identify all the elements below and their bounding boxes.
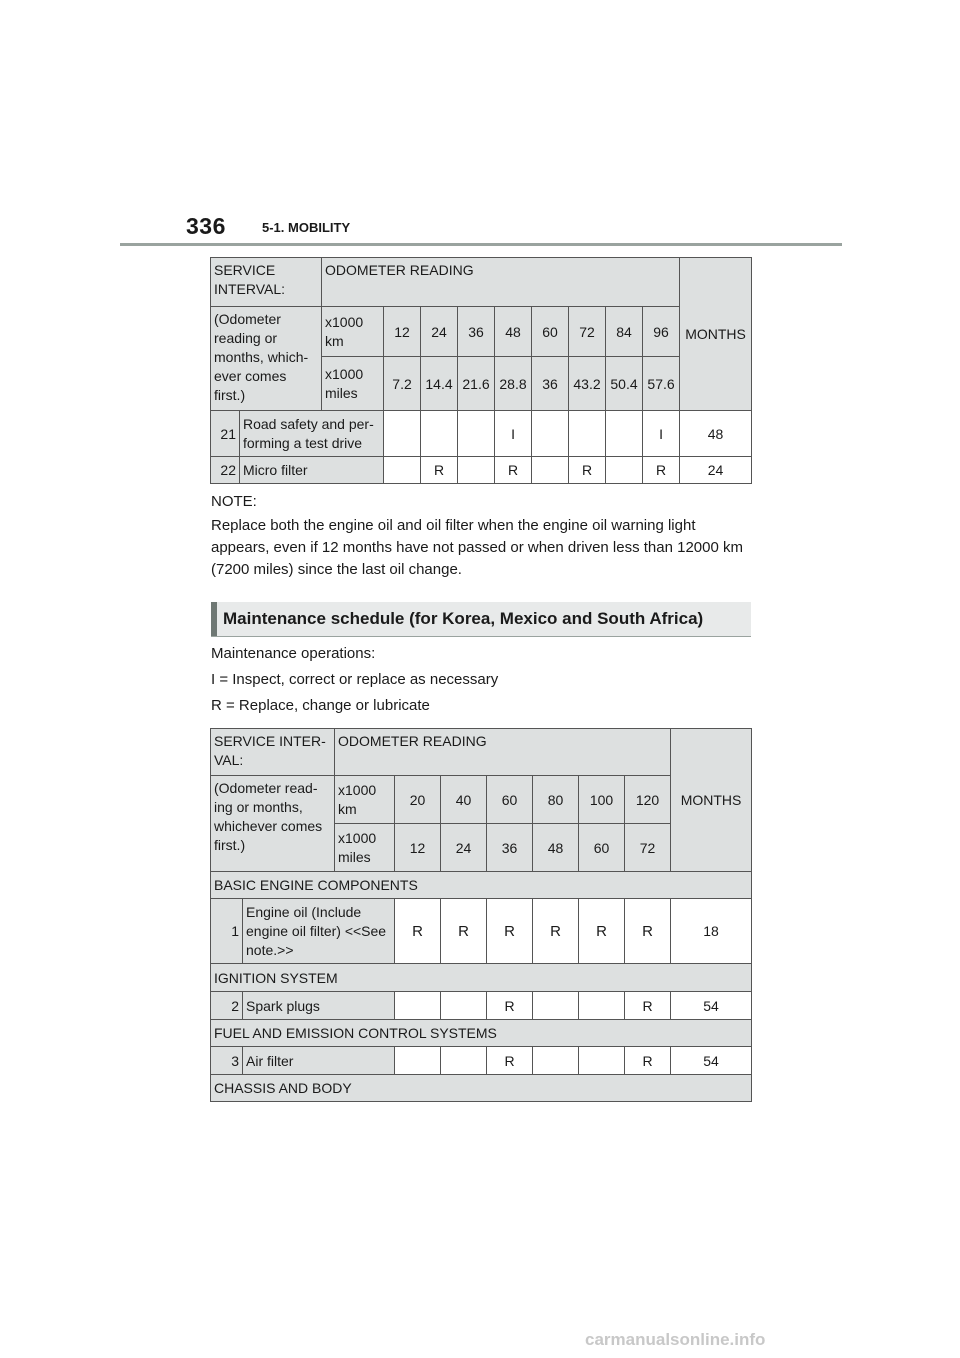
months-value: 48 [680, 411, 752, 457]
schedule-cell [458, 457, 495, 484]
miles-value: 21.6 [458, 357, 495, 411]
schedule-cell: R [421, 457, 458, 484]
schedule-cell: I [643, 411, 680, 457]
section-row-fuel-emission: FUEL AND EMISSION CONTROL SYSTEMS [211, 1020, 752, 1047]
schedule-cell [532, 411, 569, 457]
schedule-cell [579, 992, 625, 1020]
schedule-cell [395, 1047, 441, 1075]
schedule-cell: R [569, 457, 606, 484]
schedule-cell [606, 411, 643, 457]
schedule-cell: R [487, 1047, 533, 1075]
item-number: 21 [211, 411, 240, 457]
interval-condition: (Odometer reading or months, which-ever comes first.) [211, 307, 322, 411]
schedule-cell: R [487, 992, 533, 1020]
km-value: 24 [421, 307, 458, 357]
schedule-cell: R [625, 992, 671, 1020]
schedule-cell: R [579, 899, 625, 964]
legend-intro: Maintenance operations: [211, 645, 376, 662]
header-divider [120, 243, 842, 246]
miles-value: 43.2 [569, 357, 606, 411]
legend-replace: R = Replace, change or lubricate [211, 697, 430, 714]
km-value: 96 [643, 307, 680, 357]
schedule-cell: R [643, 457, 680, 484]
page-number: 336 [186, 213, 226, 239]
km-value: 20 [395, 776, 441, 824]
schedule-cell: R [625, 1047, 671, 1075]
months-value: 54 [671, 1047, 752, 1075]
section-title: 5-1. MOBILITY [262, 220, 351, 235]
schedule-cell [441, 992, 487, 1020]
months-header: MONTHS [671, 729, 752, 872]
months-value: 54 [671, 992, 752, 1020]
schedule-cell [441, 1047, 487, 1075]
schedule-cell: R [487, 899, 533, 964]
miles-value: 36 [487, 824, 533, 872]
maintenance-schedule-table [210, 728, 752, 1102]
watermark: carmanualsonline.info [585, 1330, 766, 1349]
schedule-cell [606, 457, 643, 484]
km-value: 80 [533, 776, 579, 824]
schedule-cell: R [625, 899, 671, 964]
table-row [211, 992, 752, 1020]
table-row [211, 1047, 752, 1075]
interval-condition: (Odometer read-ing or months, whichever comes first.) [211, 776, 335, 872]
section-row-basic-engine: BASIC ENGINE COMPONENTS [211, 872, 752, 899]
km-value: 120 [625, 776, 671, 824]
km-value: 60 [487, 776, 533, 824]
km-value: 48 [495, 307, 532, 357]
schedule-cell [533, 992, 579, 1020]
miles-value: 28.8 [495, 357, 532, 411]
miles-value: 12 [395, 824, 441, 872]
item-number: 1 [211, 899, 243, 964]
note-label: NOTE: [211, 493, 257, 510]
miles-value: 7.2 [384, 357, 421, 411]
miles-label: x1000 miles [322, 357, 384, 411]
schedule-cell: I [495, 411, 532, 457]
km-label: x1000 km [335, 776, 395, 824]
schedule-cell [421, 411, 458, 457]
schedule-cell: R [441, 899, 487, 964]
service-interval-header: SERVICE INTER-VAL: [211, 729, 335, 776]
item-number: 22 [211, 457, 240, 484]
miles-value: 72 [625, 824, 671, 872]
table-row [211, 457, 752, 484]
schedule-cell [458, 411, 495, 457]
service-table-continued [210, 257, 752, 484]
table-row [211, 411, 752, 457]
banner-accent-bar [211, 602, 217, 636]
note-text: Replace both the engine oil and oil filter when the engine oil warning light appears, even if 12 months have not passed or when driven less than 12000 km (7200 miles) since the last oil change. [211, 517, 743, 578]
section-banner [211, 602, 751, 637]
schedule-cell [395, 992, 441, 1020]
schedule-cell [384, 411, 421, 457]
item-name: Road safety and per-forming a test drive [240, 411, 384, 457]
schedule-cell [384, 457, 421, 484]
item-name: Engine oil (Include engine oil filter) <<See note.>> [243, 899, 395, 964]
miles-value: 57.6 [643, 357, 680, 411]
schedule-cell [569, 411, 606, 457]
item-number: 3 [211, 1047, 243, 1075]
km-value: 84 [606, 307, 643, 357]
km-value: 100 [579, 776, 625, 824]
section-row-chassis: CHASSIS AND BODY [211, 1075, 752, 1102]
odometer-reading-header: ODOMETER READING [335, 729, 671, 776]
miles-value: 14.4 [421, 357, 458, 411]
miles-value: 60 [579, 824, 625, 872]
schedule-cell: R [495, 457, 532, 484]
odometer-reading-header: ODOMETER READING [322, 258, 680, 307]
km-value: 40 [441, 776, 487, 824]
km-label: x1000 km [322, 307, 384, 357]
km-value: 60 [532, 307, 569, 357]
miles-value: 50.4 [606, 357, 643, 411]
service-interval-header: SERVICE INTERVAL: [211, 258, 322, 307]
item-name: Micro filter [240, 457, 384, 484]
schedule-cell [579, 1047, 625, 1075]
banner-title: Maintenance schedule (for Korea, Mexico and South Africa) [223, 609, 704, 628]
km-value: 36 [458, 307, 495, 357]
legend-inspect: I = Inspect, correct or replace as necessary [211, 671, 499, 688]
months-header: MONTHS [680, 258, 752, 411]
schedule-cell [533, 1047, 579, 1075]
schedule-cell [532, 457, 569, 484]
item-name: Air filter [243, 1047, 395, 1075]
months-value: 24 [680, 457, 752, 484]
miles-value: 48 [533, 824, 579, 872]
table-row [211, 899, 752, 964]
km-value: 72 [569, 307, 606, 357]
section-row-ignition: IGNITION SYSTEM [211, 964, 752, 992]
miles-value: 24 [441, 824, 487, 872]
item-number: 2 [211, 992, 243, 1020]
miles-label: x1000 miles [335, 824, 395, 872]
km-value: 12 [384, 307, 421, 357]
schedule-cell: R [395, 899, 441, 964]
item-name: Spark plugs [243, 992, 395, 1020]
miles-value: 36 [532, 357, 569, 411]
months-value: 18 [671, 899, 752, 964]
schedule-cell: R [533, 899, 579, 964]
